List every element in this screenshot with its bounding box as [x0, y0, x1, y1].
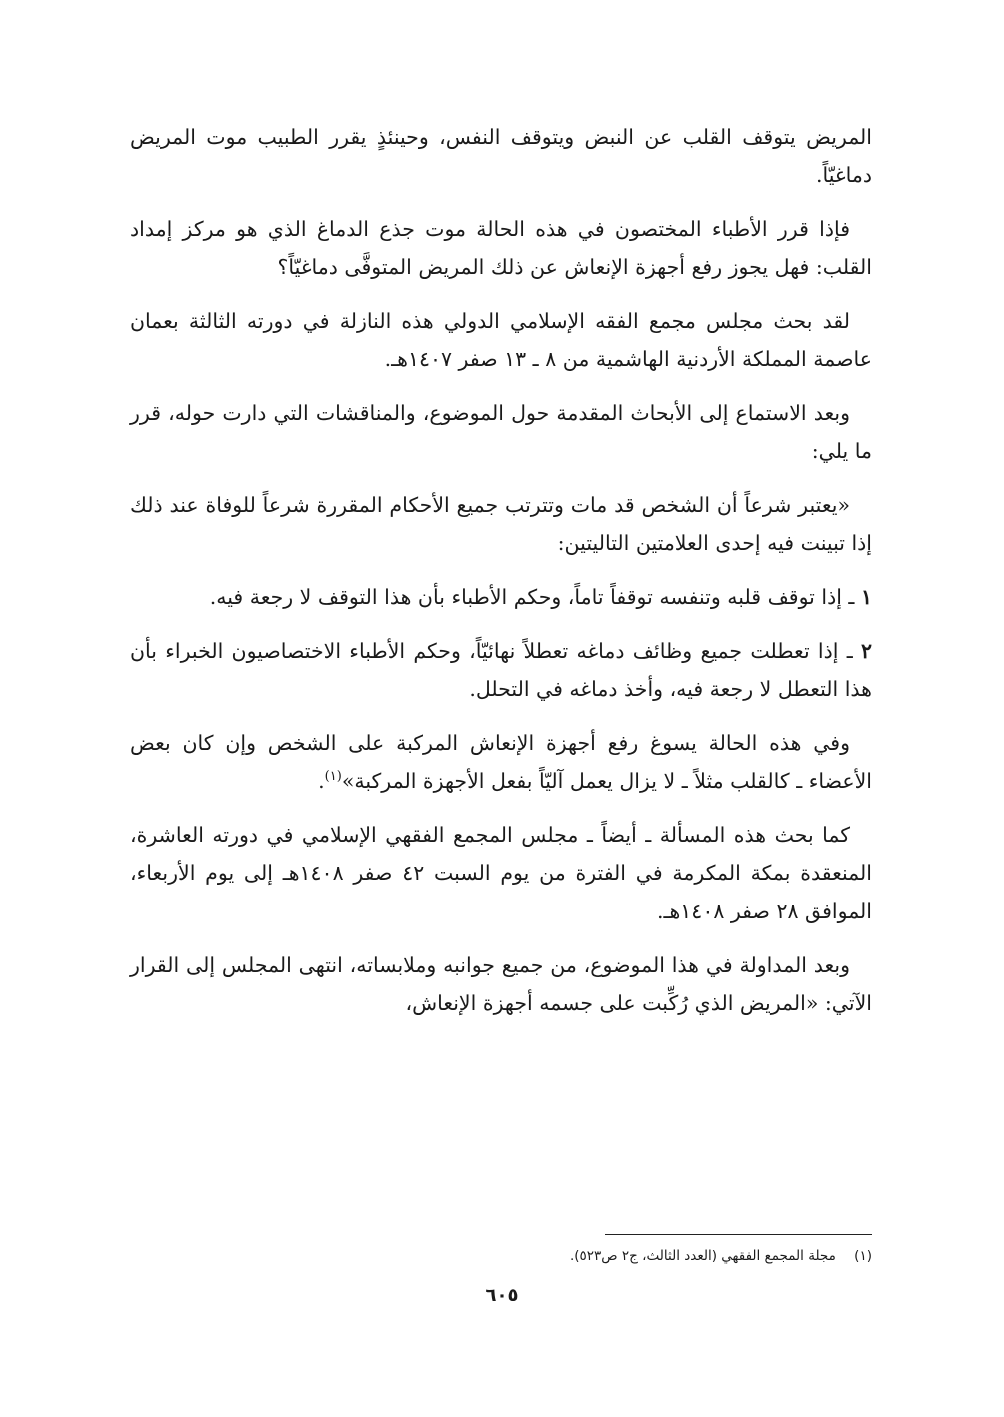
quoted-paragraph: «يعتبر شرعاً أن الشخص قد مات وتترتب جميع الأحكام المقررة شرعاً للوفاة عند ذلك إذا تبينت فيه إحدى العلامتين التاليتين:	[130, 493, 872, 555]
footnote-reference[interactable]: (١)	[324, 769, 342, 785]
paragraph: لقد بحث مجلس مجمع الفقه الإسلامي الدولي هذه النازلة في دورته الثالثة بعمان عاصمة المملكة الأردنية الهاشمية من ٨ ـ ١٣ صفر ١٤٠٧هـ.	[130, 309, 872, 371]
paragraph: وبعد المداولة في هذا الموضوع، من جميع جوانبه وملابساته، انتهى المجلس إلى القرار الآتي: «المريض الذي رُكِّبت على جسمه أجهزة الإنعاش،	[130, 953, 872, 1015]
item-number: ٢	[860, 639, 872, 663]
footnote	[380, 1244, 872, 1268]
paragraph-tail: .	[318, 769, 325, 793]
item-text: ـ إذا تعطلت جميع وظائف دماغه تعطلاً نهائيّاً، وحكم الأطباء الاختصاصيون الخبراء بأن هذا التعطل لا رجعة فيه، وأخذ دماغه في التحلل.	[130, 639, 872, 701]
paragraph-text: وفي هذه الحالة يسوغ رفع أجهزة الإنعاش المركبة على الشخص وإن كان بعض الأعضاء ـ كالقلب مثلاً ـ لا يزال يعمل آليّاً بفعل الأجهزة المركبة»	[130, 731, 872, 793]
paragraph: كما بحث هذه المسألة ـ أيضاً ـ مجلس المجمع الفقهي الإسلامي في دورته العاشرة، المنعقدة بمكة المكرمة في الفترة من يوم السبت ٤٢ صفر ١٤٠٨هـ إلى يوم الأربعاء، الموافق ٢٨ صفر ١٤٠٨هـ.	[130, 823, 872, 923]
main-text	[130, 118, 872, 1038]
paragraph: المريض يتوقف القلب عن النبض ويتوقف النفس، وحينئذٍ يقرر الطبيب موت المريض دماغيّاً.	[130, 125, 872, 187]
footnote-text: مجلة المجمع الفقهي (العدد الثالث، ج٢ ص٥٢٣).	[569, 1248, 836, 1264]
numbered-item	[130, 578, 872, 616]
item-number: ١	[860, 585, 872, 609]
footnote-marker: (١)	[854, 1248, 872, 1264]
page-number: ٦٠٥	[485, 1285, 519, 1306]
paragraph: وبعد الاستماع إلى الأبحاث المقدمة حول الموضوع، والمناقشات التي دارت حوله، قرر ما يلي:	[130, 401, 872, 463]
item-text: ـ إذا توقف قلبه وتنفسه توقفاً تاماً، وحكم الأطباء بأن هذا التوقف لا رجعة فيه.	[209, 585, 855, 609]
paragraph-with-footnote	[130, 724, 872, 800]
paragraph: فإذا قرر الأطباء المختصون في هذه الحالة موت جذع الدماغ الذي هو مركز إمداد القلب: فهل يجوز رفع أجهزة الإنعاش عن ذلك المريض المتوفَّى دماغيّاً؟	[130, 217, 872, 279]
numbered-item	[130, 632, 872, 708]
footnote-divider	[605, 1234, 872, 1235]
